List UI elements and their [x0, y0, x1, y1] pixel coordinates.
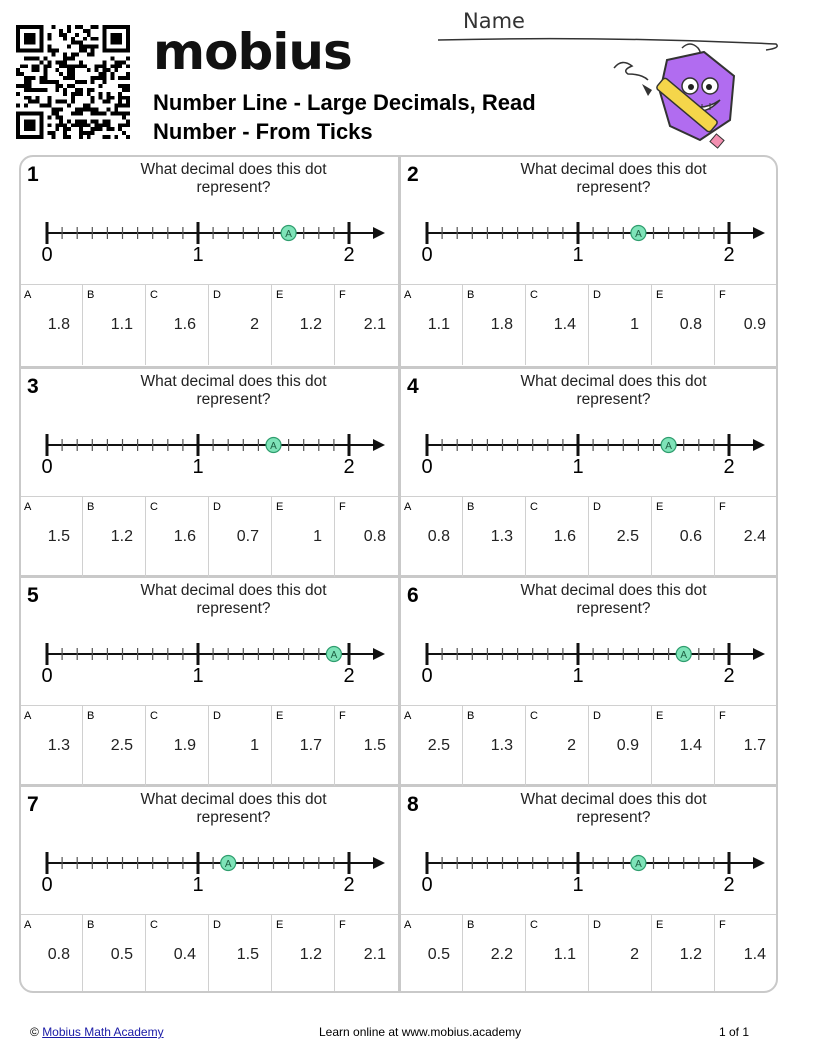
choice-value: 1.1 — [553, 946, 576, 963]
problem-3 — [21, 369, 398, 578]
number-line — [31, 630, 391, 690]
answer-choices — [401, 914, 778, 993]
answer-choice-c[interactable] — [147, 706, 209, 786]
choice-value: 0.4 — [173, 946, 196, 963]
tick-label: 0 — [41, 244, 53, 266]
number-line — [411, 421, 771, 481]
tick-label: 2 — [343, 456, 355, 478]
answer-choice-e[interactable] — [653, 706, 715, 786]
answer-choice-d[interactable] — [590, 706, 652, 786]
arrow-head — [373, 227, 385, 239]
answer-choice-a[interactable] — [401, 497, 463, 577]
answer-choice-b[interactable] — [84, 706, 146, 786]
choice-value: 2 — [567, 737, 576, 754]
problem-2 — [401, 157, 778, 366]
choice-letter: D — [213, 710, 221, 722]
problem-number: 8 — [407, 793, 419, 816]
choice-letter: E — [276, 710, 284, 722]
tick-label: 1 — [572, 244, 584, 266]
choice-letter: C — [530, 710, 538, 722]
problem-question: What decimal does this dot represent? — [520, 161, 707, 196]
tick-label: 1 — [192, 874, 204, 896]
choice-letter: B — [87, 501, 95, 513]
choice-letter: A — [404, 919, 412, 931]
answer-choices — [21, 914, 398, 993]
answer-choices — [21, 284, 398, 365]
choice-letter: B — [87, 289, 95, 301]
choice-value: 1.7 — [743, 737, 766, 754]
choice-letter: A — [24, 919, 32, 931]
answer-choice-d[interactable] — [210, 915, 272, 993]
answer-choice-d[interactable] — [210, 706, 272, 786]
tick-label: 0 — [421, 665, 433, 687]
choice-value: 1.5 — [363, 737, 386, 754]
choice-value: 1.2 — [110, 528, 133, 545]
tick-label: 1 — [572, 456, 584, 478]
choice-value: 2.2 — [490, 946, 513, 963]
choice-value: 1.2 — [679, 946, 702, 963]
choice-letter: C — [150, 289, 158, 301]
choice-value: 1.5 — [47, 528, 70, 545]
choice-letter: C — [150, 501, 158, 513]
arrow-head — [753, 857, 765, 869]
problem-question: What decimal does this dot represent? — [140, 791, 327, 826]
problem-question: What decimal does this dot represent? — [140, 373, 327, 408]
answer-choice-d[interactable] — [590, 915, 652, 993]
footer-center-text: Learn online at www.mobius.academy — [319, 1025, 522, 1039]
dot-label: A — [680, 650, 688, 661]
arrow-head — [373, 648, 385, 660]
problem-number: 4 — [407, 375, 419, 398]
logo-text: mobius — [153, 23, 352, 81]
choice-value: 1.6 — [553, 528, 576, 545]
answer-choice-f[interactable] — [336, 285, 398, 365]
choice-letter: A — [24, 289, 32, 301]
qr-code — [16, 25, 130, 139]
choice-value: 1.4 — [553, 316, 576, 333]
dot-label: A — [665, 441, 672, 452]
choice-letter: F — [339, 289, 346, 301]
problem-grid — [19, 155, 778, 993]
answer-choice-a[interactable] — [21, 497, 83, 577]
answer-choice-d[interactable] — [590, 285, 652, 365]
problem-number: 2 — [407, 163, 419, 186]
choice-value: 1.4 — [679, 737, 702, 754]
number-line — [31, 839, 391, 899]
answer-choice-b[interactable] — [464, 497, 526, 577]
answer-choice-e[interactable] — [273, 497, 335, 577]
choice-value: 1.3 — [490, 528, 513, 545]
choice-letter: B — [467, 919, 475, 931]
choice-value: 0.8 — [363, 528, 386, 545]
choice-value: 2.5 — [110, 737, 133, 754]
choice-value: 0.9 — [616, 737, 639, 754]
answer-choice-b[interactable] — [84, 915, 146, 993]
answer-choice-f[interactable] — [336, 915, 398, 993]
mobius-academy-link[interactable]: Mobius Math Academy — [42, 1025, 164, 1039]
answer-choice-b[interactable] — [464, 915, 526, 993]
answer-choice-f[interactable] — [716, 285, 778, 365]
tick-label: 0 — [41, 874, 53, 896]
problem-question: What decimal does this dot represent? — [520, 791, 707, 826]
dot-label: A — [285, 229, 292, 240]
answer-choices — [401, 705, 778, 786]
answer-choice-f[interactable] — [716, 497, 778, 577]
tick-label: 2 — [723, 665, 735, 687]
answer-choice-b[interactable] — [84, 497, 146, 577]
choice-letter: F — [339, 501, 346, 513]
dot-label: A — [270, 441, 277, 452]
dot-label: A — [330, 650, 338, 661]
choice-letter: F — [339, 919, 346, 931]
choice-letter: E — [656, 710, 664, 722]
problem-number: 6 — [407, 584, 419, 607]
dot-label: A — [635, 229, 642, 240]
choice-value: 1.2 — [299, 316, 322, 333]
choice-value: 1.7 — [299, 737, 322, 754]
choice-value: 1.6 — [173, 316, 196, 333]
choice-letter: A — [24, 501, 32, 513]
answer-choices — [401, 496, 778, 577]
choice-letter: C — [530, 919, 538, 931]
choice-letter: E — [656, 289, 664, 301]
answer-choice-a[interactable] — [401, 285, 463, 365]
choice-value: 2.5 — [427, 737, 450, 754]
choice-value: 0.5 — [427, 946, 450, 963]
choice-letter: B — [87, 710, 95, 722]
tick-label: 2 — [723, 456, 735, 478]
problem-1 — [21, 157, 398, 366]
problem-8 — [401, 787, 778, 993]
choice-letter: D — [593, 289, 601, 301]
choice-value: 2.5 — [616, 528, 639, 545]
mobius-logo — [153, 22, 352, 82]
choice-value: 0.9 — [743, 316, 766, 333]
answer-choice-f[interactable] — [336, 706, 398, 786]
dot-label: A — [635, 859, 642, 870]
answer-choice-f[interactable] — [716, 915, 778, 993]
choice-letter: F — [719, 289, 726, 301]
footer-copyright — [30, 1025, 164, 1039]
choice-letter: D — [213, 501, 221, 513]
answer-choice-c[interactable] — [527, 706, 589, 786]
tick-label: 2 — [343, 665, 355, 687]
arrow-head — [753, 227, 765, 239]
choice-letter: D — [593, 919, 601, 931]
problem-5 — [21, 578, 398, 787]
problem-4 — [401, 369, 778, 578]
choice-value: 1.8 — [47, 316, 70, 333]
answer-choice-c[interactable] — [527, 285, 589, 365]
choice-letter: E — [656, 919, 664, 931]
mascot-illustration — [612, 40, 747, 152]
choice-value: 2.1 — [363, 946, 386, 963]
number-line — [411, 839, 771, 899]
answer-choice-e[interactable] — [273, 285, 335, 365]
problem-number: 5 — [27, 584, 39, 607]
choice-value: 2.1 — [363, 316, 386, 333]
answer-choice-a[interactable] — [21, 706, 83, 786]
name-label: Name — [463, 9, 525, 33]
arrow-head — [373, 857, 385, 869]
page-number: 1 of 1 — [719, 1025, 750, 1039]
choice-letter: B — [467, 710, 475, 722]
answer-choice-c[interactable] — [147, 285, 209, 365]
problem-question: What decimal does this dot represent? — [140, 161, 327, 196]
answer-choice-d[interactable] — [210, 285, 272, 365]
choice-letter: C — [150, 710, 158, 722]
answer-choice-a[interactable] — [21, 285, 83, 365]
tick-label: 1 — [192, 244, 204, 266]
choice-value: 1.3 — [47, 737, 70, 754]
tick-label: 1 — [572, 874, 584, 896]
answer-choice-a[interactable] — [21, 915, 83, 993]
choice-letter: F — [719, 919, 726, 931]
answer-choice-f[interactable] — [716, 706, 778, 786]
choice-value: 1.2 — [299, 946, 322, 963]
tick-label: 2 — [723, 244, 735, 266]
answer-choice-e[interactable] — [653, 497, 715, 577]
tick-label: 0 — [41, 665, 53, 687]
answer-choice-c[interactable] — [527, 915, 589, 993]
choice-letter: E — [276, 501, 284, 513]
choice-value: 1.6 — [173, 528, 196, 545]
choice-letter: C — [530, 501, 538, 513]
choice-value: 1.4 — [743, 946, 766, 963]
problem-number: 1 — [27, 163, 39, 186]
tick-label: 2 — [343, 244, 355, 266]
tick-label: 0 — [421, 456, 433, 478]
answer-choice-c[interactable] — [527, 497, 589, 577]
tick-label: 0 — [41, 456, 53, 478]
choice-value: 0.8 — [679, 316, 702, 333]
choice-value: 0.8 — [47, 946, 70, 963]
answer-choices — [21, 496, 398, 577]
answer-choice-f[interactable] — [336, 497, 398, 577]
problem-number: 7 — [27, 793, 39, 816]
choice-letter: F — [339, 710, 346, 722]
tick-label: 1 — [572, 665, 584, 687]
answer-choice-c[interactable] — [147, 497, 209, 577]
choice-value: 0.6 — [679, 528, 702, 545]
choice-letter: B — [87, 919, 95, 931]
number-line — [411, 630, 771, 690]
choice-letter: B — [467, 501, 475, 513]
copyright-symbol: © — [30, 1025, 39, 1039]
choice-value: 1.8 — [490, 316, 513, 333]
choice-letter: F — [719, 710, 726, 722]
number-line — [31, 421, 391, 481]
problem-question: What decimal does this dot represent? — [140, 582, 327, 617]
choice-letter: D — [593, 501, 601, 513]
tick-label: 2 — [343, 874, 355, 896]
choice-letter: D — [213, 919, 221, 931]
choice-value: 1 — [250, 737, 259, 754]
choice-letter: E — [656, 501, 664, 513]
choice-letter: B — [467, 289, 475, 301]
choice-letter: A — [404, 289, 412, 301]
tick-label: 0 — [421, 244, 433, 266]
answer-choice-b[interactable] — [464, 285, 526, 365]
choice-letter: D — [213, 289, 221, 301]
worksheet-title: Number Line - Large Decimals, Read Number - From Ticks — [153, 90, 536, 144]
arrow-head — [373, 439, 385, 451]
answer-choice-a[interactable] — [401, 915, 463, 993]
choice-letter: E — [276, 289, 284, 301]
answer-choices — [21, 705, 398, 786]
problem-question: What decimal does this dot represent? — [520, 582, 707, 617]
choice-value: 0.7 — [236, 528, 259, 545]
choice-letter: C — [150, 919, 158, 931]
choice-value: 1 — [630, 316, 639, 333]
tick-label: 1 — [192, 665, 204, 687]
choice-value: 0.8 — [427, 528, 450, 545]
choice-letter: F — [719, 501, 726, 513]
problem-7 — [21, 787, 398, 993]
choice-value: 1.1 — [427, 316, 450, 333]
number-line — [31, 209, 391, 269]
answer-choice-d[interactable] — [590, 497, 652, 577]
choice-value: 1.3 — [490, 737, 513, 754]
answer-choice-a[interactable] — [401, 706, 463, 786]
choice-value: 2 — [250, 316, 259, 333]
answer-choice-e[interactable] — [273, 915, 335, 993]
answer-choices — [401, 284, 778, 365]
answer-choice-b[interactable] — [464, 706, 526, 786]
choice-value: 1 — [313, 528, 322, 545]
arrow-head — [753, 439, 765, 451]
choice-letter: A — [404, 710, 412, 722]
choice-letter: C — [530, 289, 538, 301]
answer-choice-d[interactable] — [210, 497, 272, 577]
tick-label: 1 — [192, 456, 204, 478]
arrow-head — [753, 648, 765, 660]
answer-choice-b[interactable] — [84, 285, 146, 365]
choice-value: 2 — [630, 946, 639, 963]
answer-choice-e[interactable] — [653, 915, 715, 993]
choice-letter: A — [404, 501, 412, 513]
choice-value: 1.9 — [173, 737, 196, 754]
tick-label: 2 — [723, 874, 735, 896]
tick-label: 0 — [421, 874, 433, 896]
problem-6 — [401, 578, 778, 787]
number-line — [411, 209, 771, 269]
choice-letter: D — [593, 710, 601, 722]
problem-number: 3 — [27, 375, 39, 398]
dot-label: A — [224, 859, 232, 870]
answer-choice-c[interactable] — [147, 915, 209, 993]
choice-letter: A — [24, 710, 32, 722]
choice-value: 2.4 — [743, 528, 766, 545]
answer-choice-e[interactable] — [653, 285, 715, 365]
answer-choice-e[interactable] — [273, 706, 335, 786]
choice-value: 1.5 — [236, 946, 259, 963]
choice-letter: E — [276, 919, 284, 931]
choice-value: 0.5 — [110, 946, 133, 963]
choice-value: 1.1 — [110, 316, 133, 333]
problem-question: What decimal does this dot represent? — [520, 373, 707, 408]
